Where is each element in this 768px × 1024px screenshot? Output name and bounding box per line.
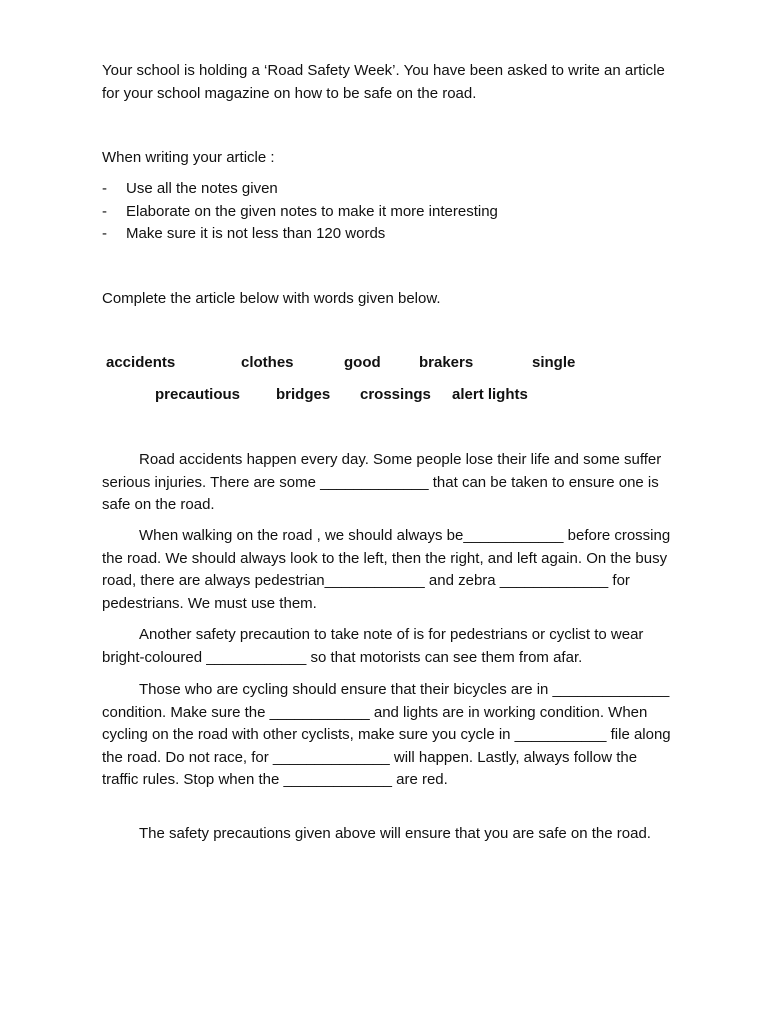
bullet-dash: - <box>102 225 107 242</box>
word-bank-item: brakers <box>419 354 474 371</box>
task-intro <box>102 60 682 105</box>
article-paragraph: The safety precautions given above will ensure that you are safe on the road. <box>139 825 651 842</box>
word-bank-item: crossings <box>360 386 431 403</box>
note-text: Elaborate on the given notes to make it more interesting <box>126 202 498 220</box>
article-paragraph: When walking on the road , we should always be____________ before crossing the road. We should always look to the left, then the right, and left again. On the busy road, there are always pedestrian____________ and zebra _____________ for pedestrians. We must use them. <box>102 527 671 612</box>
article-paragraph: Another safety precaution to take note of is for pedestrians or cyclist to wear bright-coloured ____________ so that motorists can see them from afar. <box>102 626 644 666</box>
note-item <box>102 178 682 201</box>
note-item <box>102 223 682 246</box>
word-bank-item: alert lights <box>452 386 528 403</box>
bullet-dash: - <box>102 180 107 197</box>
note-item <box>102 201 682 224</box>
word-bank-item: accidents <box>106 354 176 371</box>
word-bank-item: bridges <box>276 386 331 403</box>
article-paragraph: Road accidents happen every day. Some people lose their life and some suffer serious injuries. There are some _____________ that can be taken to ensure one is safe on the road. <box>102 451 662 513</box>
note-text: Make sure it is not less than 120 words <box>126 225 386 242</box>
word-bank-item: precautious <box>155 386 241 403</box>
notes-list <box>102 178 682 246</box>
bullet-dash: - <box>102 202 107 220</box>
word-bank-item: good <box>344 354 381 371</box>
writing-heading: When writing your article : <box>102 149 275 166</box>
note-text: Use all the notes given <box>126 180 278 197</box>
word-bank-item: single <box>532 354 576 371</box>
article-paragraph: Those who are cycling should ensure that their bicycles are in ______________ condition. Make sure the ____________ and lights are in working condition. When cycling on the road with other cyclists, make sure you cycle in ___________ file along the road. Do not race, for ______________ will happen. Lastly, always follow the traffic rules. Stop when the _____________ are red. <box>102 681 671 788</box>
intro-text: Your school is holding a ‘Road Safety Week’. You have been asked to write an article for your school magazine on how to be safe on the road. <box>102 62 665 102</box>
complete-instruction: Complete the article below with words given below. <box>102 290 441 307</box>
word-bank-item: clothes <box>241 354 294 371</box>
